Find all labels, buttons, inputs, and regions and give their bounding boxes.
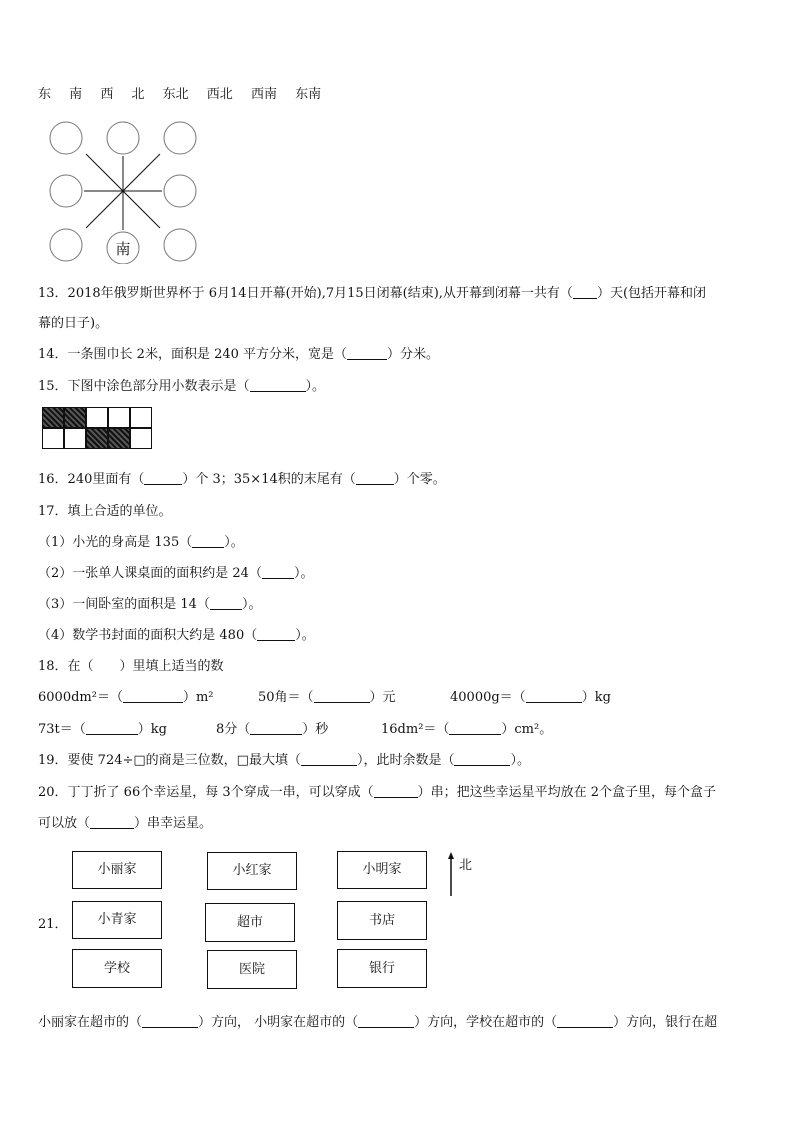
- question-20: 20．丁丁折了 66个幸运星，每 3个穿成一串，可以穿成（ ）串；把这些幸运星平均放在 2个盒子里，每个盒子: [38, 785, 717, 800]
- question-17-item: （2）一张单人课桌面的面积约是 24（ ）。: [38, 566, 314, 581]
- north-label: 北: [459, 858, 473, 873]
- question-17-item: （4）数学书封面的面积大约是 480（ ）。: [38, 628, 315, 643]
- answer-blank[interactable]: [250, 722, 302, 735]
- conversion-item: 6000dm²＝（ ）m²: [38, 690, 214, 705]
- question-21-number: 21．: [38, 917, 68, 932]
- question-13-cont: 幕的日子)。: [38, 316, 109, 331]
- place-box: 医院: [207, 950, 297, 989]
- answer-blank[interactable]: [347, 347, 387, 360]
- answer-blank[interactable]: [449, 722, 501, 735]
- answer-blank[interactable]: [257, 628, 295, 641]
- direction-word: 西北: [206, 87, 233, 102]
- compass-diagram: [44, 118, 204, 264]
- question-18-title: 18．在（ ）里填上适当的数: [38, 659, 224, 674]
- answer-blank[interactable]: [374, 785, 418, 798]
- conversion-item: 16dm²＝（ ）cm²。: [381, 722, 553, 737]
- direction-word: 西: [100, 87, 114, 102]
- grid-cell: [42, 428, 64, 449]
- grid-cell-shaded: [86, 428, 108, 449]
- answer-blank[interactable]: [123, 690, 183, 703]
- answer-blank[interactable]: [90, 816, 134, 829]
- answer-blank[interactable]: [314, 690, 370, 703]
- blank-circle-e[interactable]: [164, 175, 196, 207]
- grid-cell: [130, 428, 152, 449]
- question-21-text: 小丽家在超市的（ ）方向， 小明家在超市的（ ）方向，学校在超市的（ ）方向，银行在超: [38, 1015, 718, 1030]
- answer-blank[interactable]: [526, 690, 582, 703]
- conversion-item: 40000g＝（ ）kg: [450, 690, 611, 705]
- answer-blank[interactable]: [192, 535, 224, 548]
- direction-words: [38, 83, 335, 102]
- blank-circle-sw[interactable]: [50, 229, 82, 261]
- question-20-cont: 可以放（ ）串幸运星。: [38, 816, 213, 831]
- blank-circle-ne[interactable]: [164, 122, 196, 154]
- blank-circle-se[interactable]: [164, 229, 196, 261]
- question-17-title: 17．填上合适的单位。: [38, 504, 172, 519]
- direction-word: 西南: [250, 87, 277, 102]
- answer-blank[interactable]: [557, 1015, 613, 1028]
- direction-word: 南: [69, 87, 83, 102]
- blank-circle-nw[interactable]: [50, 122, 82, 154]
- answer-blank[interactable]: [358, 1015, 414, 1028]
- question-17-item: （1）小光的身高是 135（ ）。: [38, 535, 244, 550]
- blank-circle-n[interactable]: [107, 122, 139, 154]
- place-box: 小红家: [207, 852, 297, 890]
- question-14: 14．一条围巾长 2米，面积是 240 平方分米，宽是（ ）分米。: [38, 347, 440, 362]
- place-box: 银行: [337, 949, 427, 988]
- question-13: 13．2018年俄罗斯世界杯于 6月14日开幕(开始),7月15日闭幕(结束),从开幕到闭幕一共有（ ）天(包括开幕和闭: [38, 286, 707, 301]
- conversion-item: 73t＝（ ）kg: [38, 722, 167, 737]
- answer-blank[interactable]: [86, 722, 138, 735]
- answer-blank[interactable]: [454, 753, 510, 766]
- grid-cell: [86, 407, 108, 428]
- place-box: 小明家: [337, 851, 427, 889]
- question-16: 16．240里面有（ ）个 3；35×14积的末尾有（ ）个零。: [38, 472, 446, 487]
- compass-south-label: 南: [115, 240, 131, 258]
- answer-blank[interactable]: [142, 1015, 198, 1028]
- direction-word: 东: [38, 87, 52, 102]
- direction-word: 东南: [295, 87, 322, 102]
- question-17-item: （3）一间卧室的面积是 14（ ）。: [38, 597, 262, 612]
- place-box: 学校: [72, 949, 162, 988]
- place-box: 超市: [205, 903, 295, 942]
- direction-word: 北: [131, 87, 145, 102]
- conversion-item: 50角＝（ ）元: [258, 690, 396, 705]
- grid-cell-shaded: [108, 428, 130, 449]
- conversion-item: 8分（ ）秒: [216, 722, 329, 737]
- grid-cell-shaded: [42, 407, 64, 428]
- place-box: 小丽家: [72, 851, 162, 889]
- place-box: 书店: [337, 901, 427, 940]
- decimal-grid: [42, 407, 152, 449]
- direction-word: 东北: [162, 87, 189, 102]
- answer-blank[interactable]: [301, 753, 357, 766]
- answer-blank[interactable]: [210, 597, 242, 610]
- question-19: 19．要使 724÷□的商是三位数，□最大填（ ），此时余数是（ ）。: [38, 753, 530, 768]
- grid-cell: [130, 407, 152, 428]
- answer-blank[interactable]: [262, 566, 294, 579]
- grid-cell: [64, 428, 86, 449]
- grid-cell: [108, 407, 130, 428]
- answer-blank[interactable]: [356, 472, 394, 485]
- question-15: 15．下图中涂色部分用小数表示是（ ）。: [38, 379, 326, 394]
- blank-circle-w[interactable]: [50, 175, 82, 207]
- answer-blank[interactable]: [573, 286, 597, 299]
- grid-cell-shaded: [64, 407, 86, 428]
- answer-blank[interactable]: [144, 472, 182, 485]
- answer-blank[interactable]: [250, 379, 306, 392]
- north-arrow-icon: [444, 852, 458, 898]
- place-box: 小青家: [72, 901, 162, 939]
